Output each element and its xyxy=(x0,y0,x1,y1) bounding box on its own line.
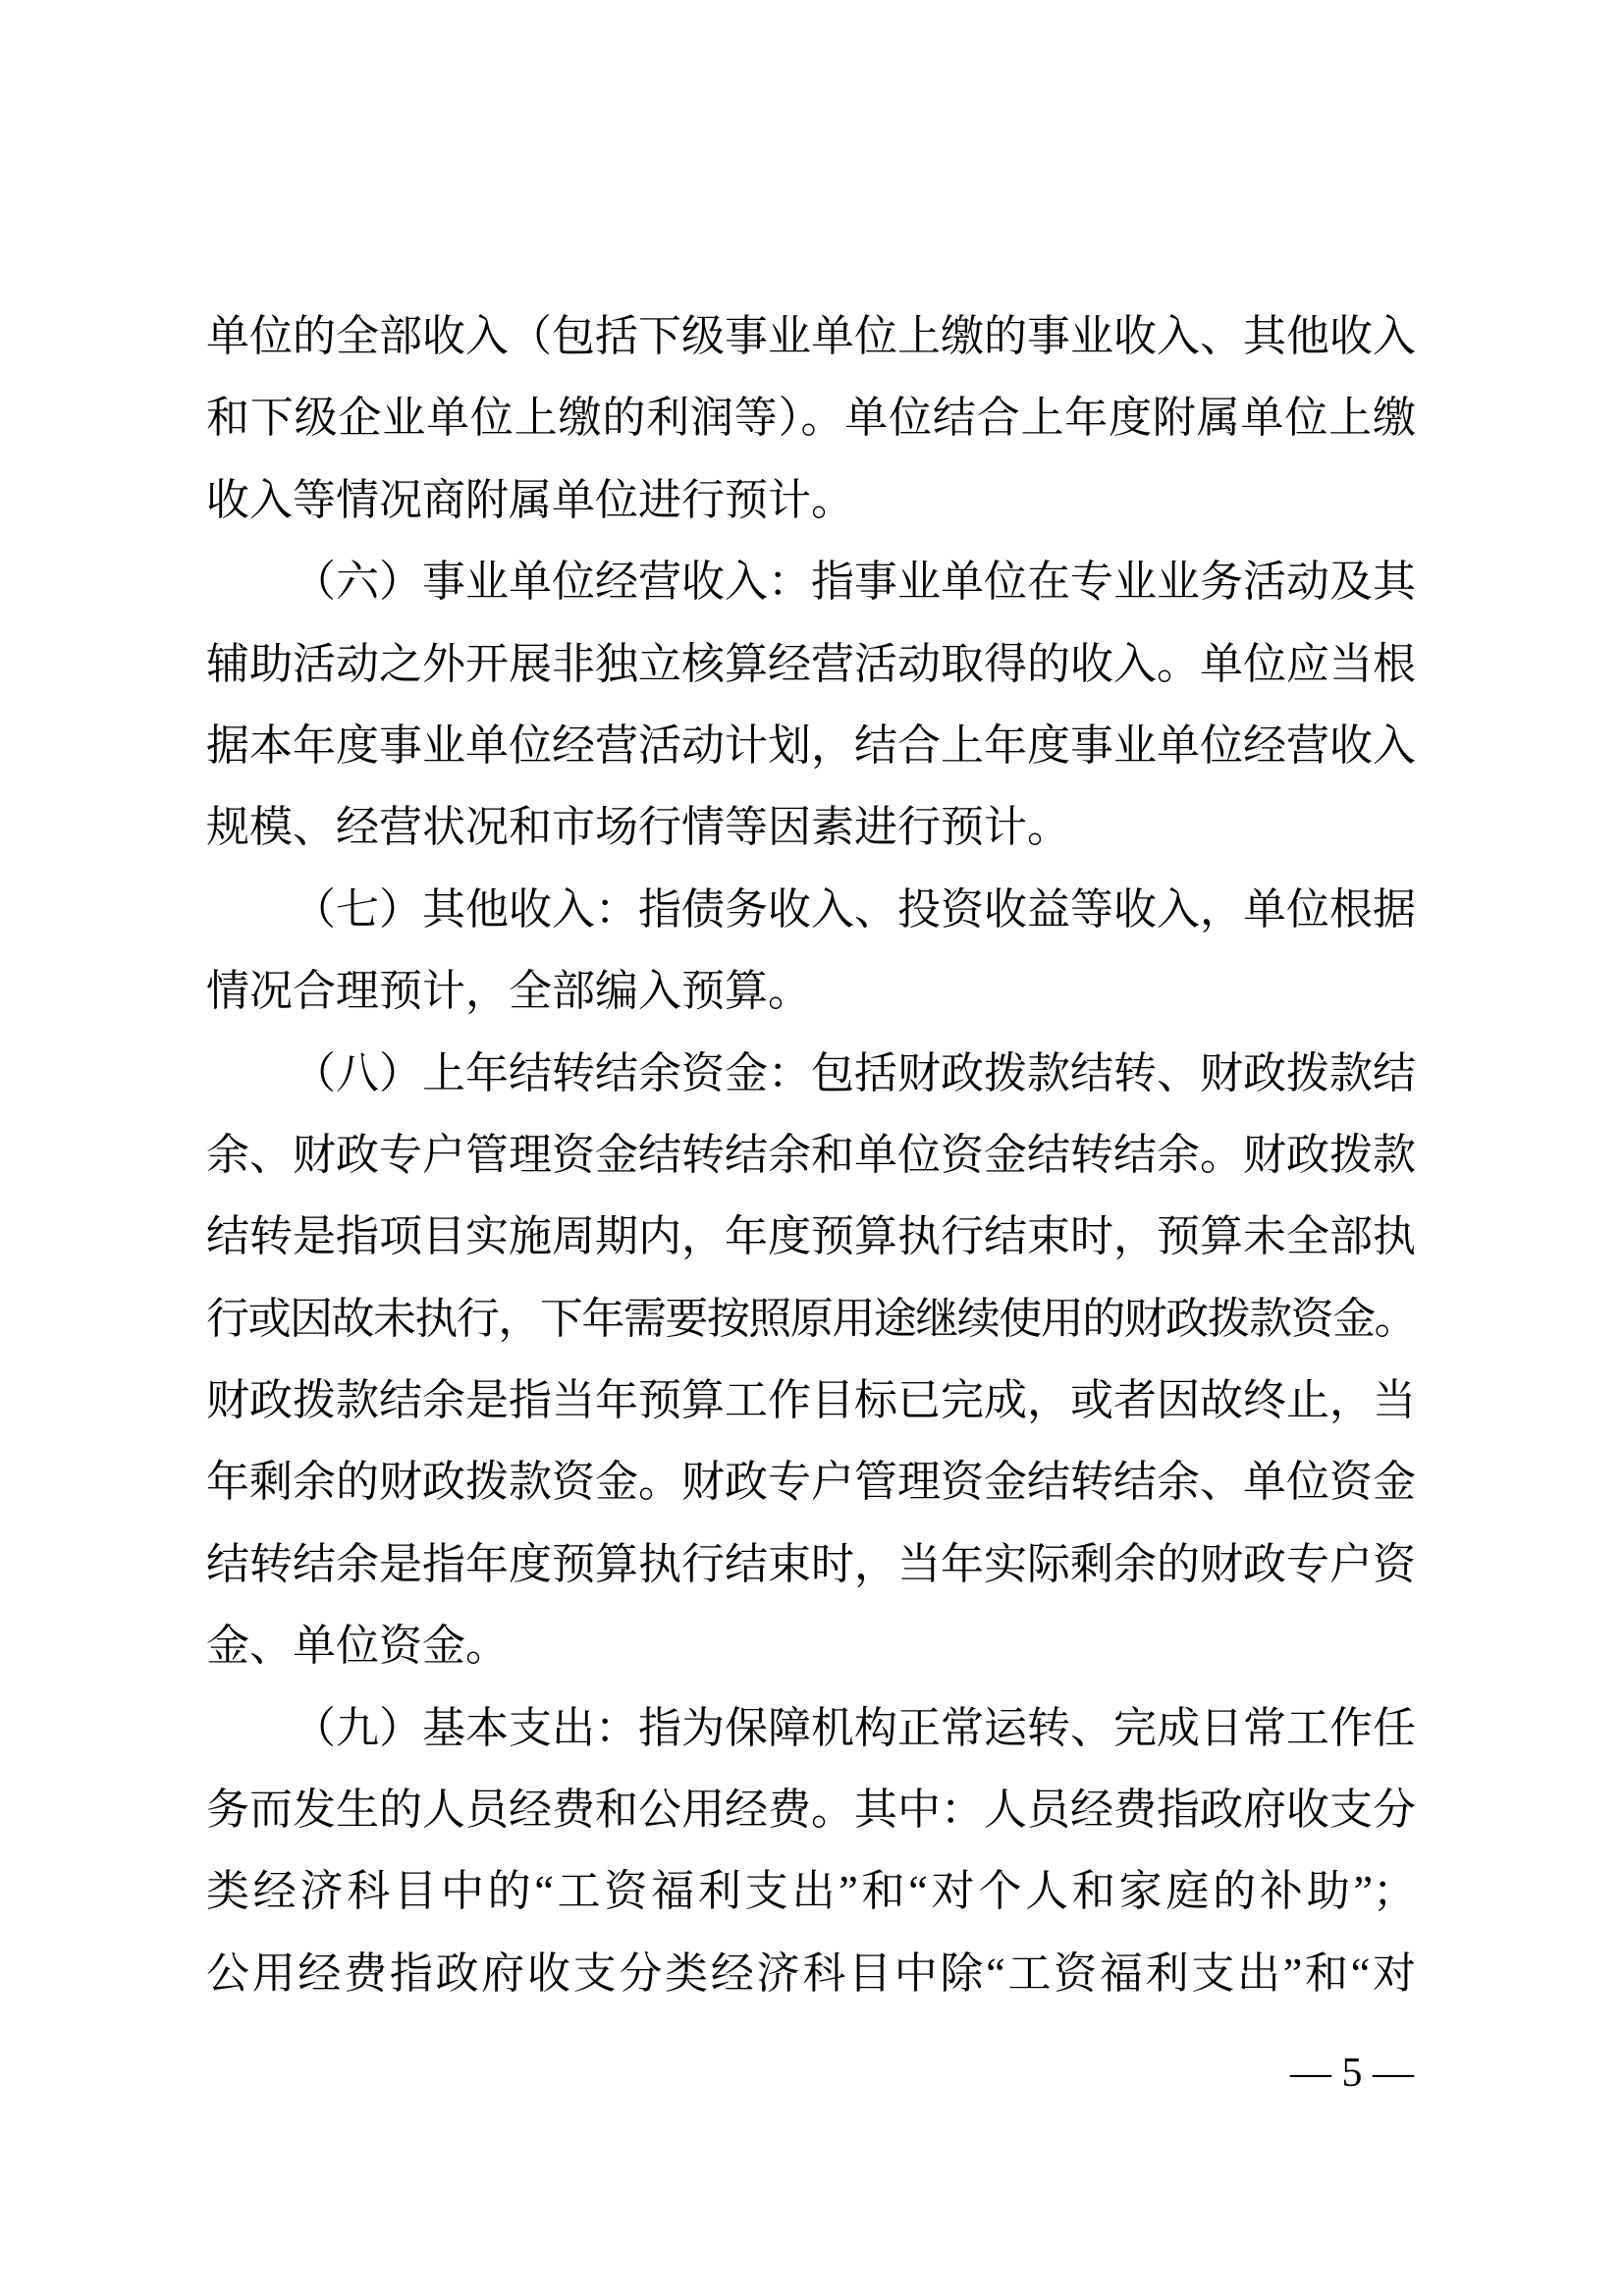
text-line: 辅助活动之外开展非独立核算经营活动取得的收入。单位应当根 xyxy=(206,639,1416,688)
text-line: 余、财政专户管理资金结转结余和单位资金结转结余。财政拨款 xyxy=(206,1130,1416,1179)
paragraph xyxy=(206,1033,1416,1687)
text-line: 结转结余是指年度预算执行结束时，当年实际剩余的财政专户资 xyxy=(206,1539,1416,1588)
text-line: 据本年度事业单位经营活动计划，结合上年度事业单位经营收入 xyxy=(206,721,1416,770)
text-line: （八）上年结转结余资金：包括财政拨款结转、财政拨款结 xyxy=(293,1048,1416,1097)
text-line: （六）事业单位经营收入：指事业单位在专业业务活动及其 xyxy=(293,558,1416,607)
text-line: （九）基本支出：指为保障机构正常运转、完成日常工作任 xyxy=(293,1703,1416,1752)
page-number: — 5 — xyxy=(1290,2051,1414,2096)
text-line: 和下级企业单位上缴的利润等）。单位结合上年度附属单位上缴 xyxy=(206,394,1416,443)
text-line: 单位的全部收入（包括下级事业单位上缴的事业收入、其他收入 xyxy=(206,312,1416,360)
text-line: （七）其他收入：指债务收入、投资收益等收入，单位根据 xyxy=(293,884,1416,934)
text-line: 结转是指项目实施周期内，年度预算执行结束时，预算未全部执 xyxy=(206,1212,1416,1261)
text-line: 类经济科目中的“工资福利支出”和“对个人和家庭的补助”； xyxy=(206,1867,1416,1916)
paragraph xyxy=(206,541,1416,869)
text-line: 收入等情况商附属单位进行预计。 xyxy=(206,475,854,524)
text-line: 情况合理预计，全部编入预算。 xyxy=(206,967,811,1016)
text-line: 公用经费指政府收支分类经济科目中除“工资福利支出”和“对 xyxy=(206,1949,1416,1998)
text-line: 金、单位资金。 xyxy=(206,1622,509,1671)
document-body xyxy=(206,295,1416,2014)
text-line: 务而发生的人员经费和公用经费。其中：人员经费指政府收支分 xyxy=(206,1786,1416,1835)
text-line: 行或因故未执行，下年需要按照原用途继续使用的财政拨款资金。 xyxy=(206,1294,1416,1343)
text-line: 规模、经营状况和市场行情等因素进行预计。 xyxy=(206,803,1070,852)
text-line: 年剩余的财政拨款资金。财政专户管理资金结转结余、单位资金 xyxy=(206,1458,1416,1507)
paragraph xyxy=(206,295,1416,541)
text-line: 财政拨款结余是指当年预算工作目标已完成，或者因故终止，当 xyxy=(206,1376,1416,1425)
paragraph xyxy=(206,1687,1416,2015)
paragraph xyxy=(206,869,1416,1033)
